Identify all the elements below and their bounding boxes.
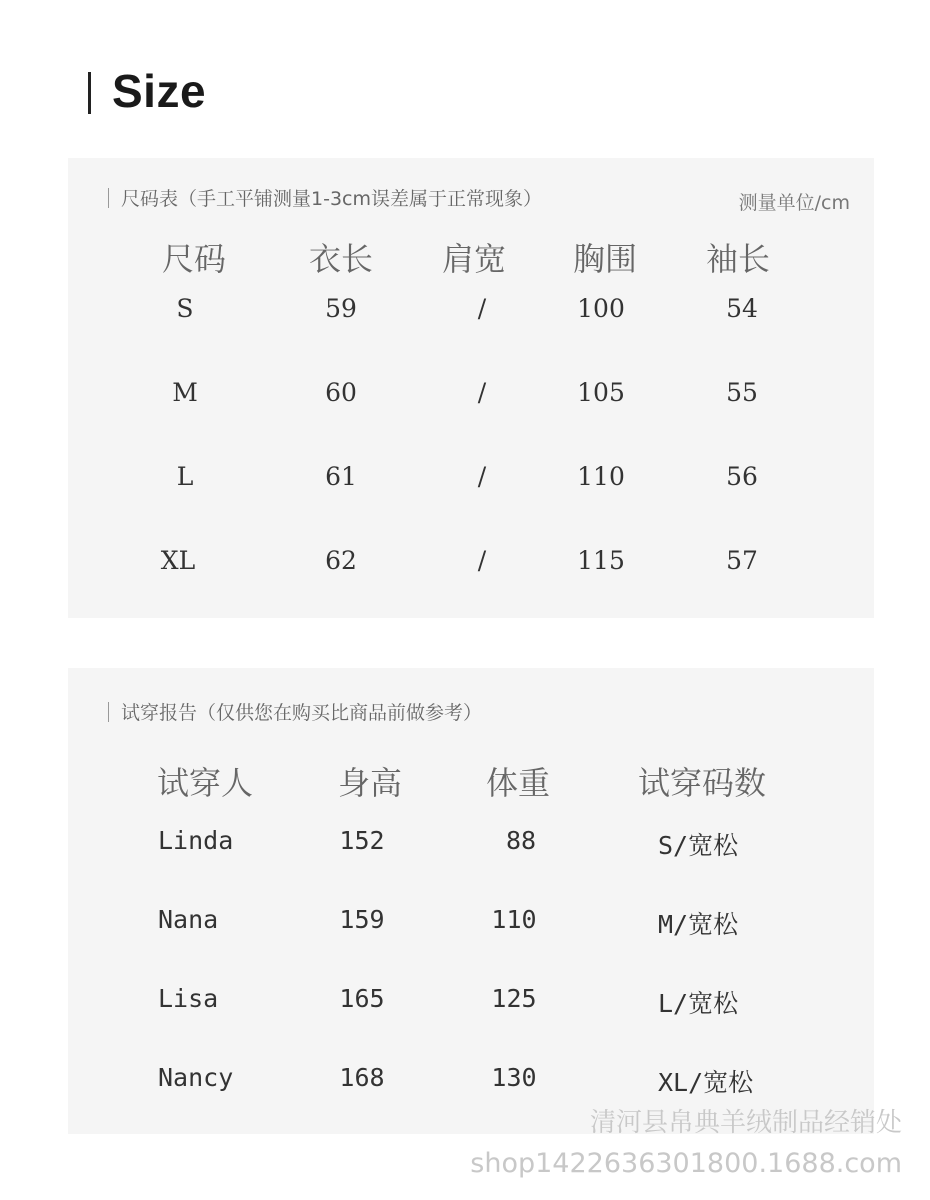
table-cell: 105	[577, 378, 625, 407]
table-cell: 54	[726, 294, 758, 323]
trial-report-note	[108, 698, 482, 725]
measurement-unit: 测量单位/cm	[738, 192, 850, 214]
watermark-shop-name: 清河县帛典羊绒制品经销处	[589, 1108, 902, 1138]
trial-header-person: 试穿人	[156, 764, 254, 802]
trial-report-panel	[68, 668, 874, 1134]
table-cell: 60	[325, 378, 357, 407]
table-cell: 88	[505, 826, 537, 855]
page-title: Size	[112, 65, 207, 117]
table-cell: 165	[339, 984, 385, 1013]
table-cell: 59	[325, 294, 357, 323]
table-cell: 168	[339, 1063, 385, 1092]
trial-header-size: 试穿码数	[637, 764, 767, 802]
table-cell: 152	[339, 826, 385, 855]
trial-header-weight: 体重	[485, 764, 551, 802]
size-chart-note-text: 尺码表（手工平铺测量1-3cm误差属于正常现象）	[121, 188, 542, 210]
size-header-shoulder: 肩宽	[441, 240, 507, 278]
table-cell: 110	[577, 462, 625, 491]
table-cell: 100	[577, 294, 625, 323]
size-chart-panel	[68, 158, 874, 618]
table-cell: 130	[491, 1063, 537, 1092]
table-cell: Linda	[158, 826, 234, 855]
size-header-length: 衣长	[308, 240, 374, 278]
table-cell: /	[477, 378, 487, 407]
note-divider	[108, 702, 109, 722]
table-cell: XL	[160, 546, 196, 575]
table-cell: L	[176, 462, 194, 491]
table-cell: S	[176, 294, 194, 323]
size-header-size: 尺码	[161, 240, 227, 278]
table-cell: /	[477, 546, 487, 575]
table-cell: 110	[491, 905, 537, 934]
table-cell: Nana	[158, 905, 219, 934]
table-cell: 62	[325, 546, 357, 575]
table-cell: 159	[339, 905, 385, 934]
trial-header-height: 身高	[337, 764, 403, 802]
table-cell: 61	[325, 462, 357, 491]
title-accent-bar	[88, 72, 91, 114]
table-cell: 56	[726, 462, 758, 491]
table-cell: /	[477, 294, 487, 323]
watermark-url: shop1422636301800.1688.com	[470, 1148, 902, 1179]
table-cell: M/宽松	[658, 910, 739, 939]
table-cell: 55	[726, 378, 758, 407]
table-cell: S/宽松	[658, 831, 739, 860]
table-cell: L/宽松	[658, 989, 739, 1018]
table-cell: 115	[577, 546, 625, 575]
size-header-sleeve: 袖长	[705, 240, 771, 278]
table-cell: M	[172, 378, 198, 407]
table-cell: Nancy	[158, 1063, 234, 1092]
table-cell: Lisa	[158, 984, 219, 1013]
note-divider	[108, 188, 109, 208]
table-cell: /	[477, 462, 487, 491]
trial-report-note-text: 试穿报告（仅供您在购买比商品前做参考）	[121, 702, 483, 724]
table-cell: 57	[726, 546, 758, 575]
size-chart-note	[108, 184, 542, 211]
size-header-chest: 胸围	[572, 240, 638, 278]
table-cell: 125	[491, 984, 537, 1013]
table-cell: XL/宽松	[658, 1068, 754, 1097]
